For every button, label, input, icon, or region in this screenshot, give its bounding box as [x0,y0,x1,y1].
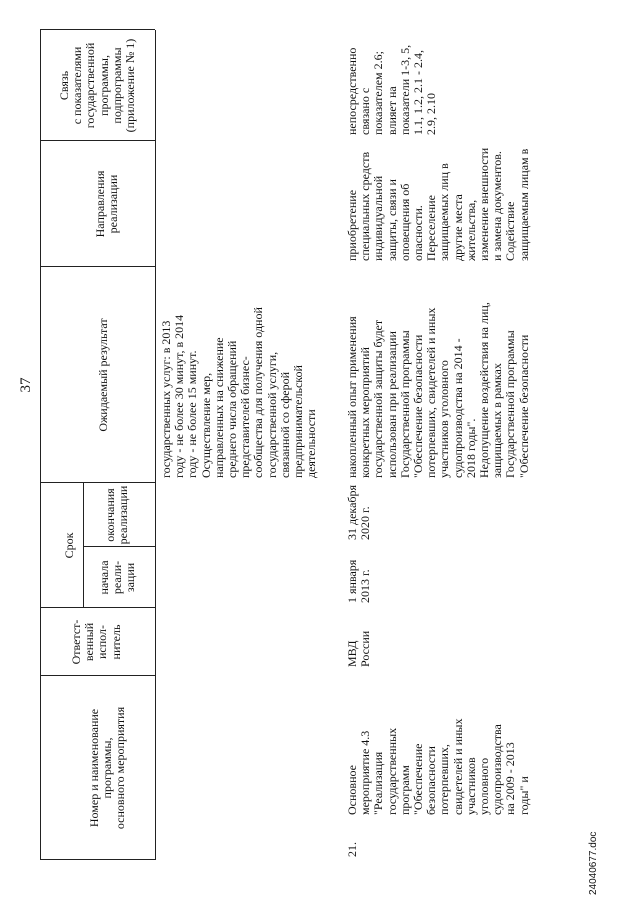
col-border-5 [40,266,155,267]
row-start: 1 января 2013 г. [345,559,373,603]
col-border-1 [40,675,155,676]
header-result: Ожидаемый результат [96,318,110,432]
row-end: 31 декабря 2020 г. [345,484,373,540]
col-border-4 [40,482,155,483]
row-link: непосредственно связано с показателем 2.6; влияет на показатели 1-3, 5, 1.1, 1.2, 2.1 - 2.4, 2.9, 2.10 [345,44,439,135]
row-directions: приобретение специальных средств индивидуальной защиты, связи и оповещения об опасности. Переселение защищаемых лиц в другие места жительства, изменение внешности и замена документов. Содействие защищаемым лицам в [345,147,531,261]
col-border-6 [40,140,155,141]
table-top-border [40,30,41,860]
row-responsible: МВД России [345,630,373,667]
col-border-3 [83,546,155,547]
header-start: начала реали- зации [97,560,138,595]
col-border-2 [40,607,155,608]
header-responsible: Ответст- венный испол- нитель [69,619,123,665]
header-link: Связь с показателями государственной программы, подпрограммы (приложение № 1) [57,38,138,133]
header-end: окончания реализации [103,485,131,545]
header-bottom-border [155,30,156,860]
row-number: 21. [345,842,359,857]
continuation-result: государственных услуг: в 2013 году - не более 30 минут, в 2014 году - не более 15 минут. Осуществление мер, направленных на снижение среднего числа обращений представителей бизнес- сообщества для получения одной государственной услуги, связанной со сферой предпринимательской деятельности [159,307,319,478]
header-number-name: Номер и наименование программы, основного мероприятия [87,706,128,830]
col-border-7 [40,29,155,30]
row-name: Основное мероприятие 4.3 "Реализация государственных программ "Обеспечение безопасности потерпевших, свидетелей и иных участников уголовного судопроизводства на 2009 - 2013 годы" и [345,718,531,815]
header-directions: Направления реализации [93,170,121,238]
col-border-0 [40,859,155,860]
page-number: 37 [18,377,34,393]
header-period: Срок [62,532,76,559]
row-result: накопленный опыт применения конкретных мероприятий государственной защиты будет использован при реализации Государственной программы "Обеспечение безопасности потерпевших, свидетелей и иных участников уголовного судопроизводства на 2014 - 2018 годы". Недопущение воздействия на лиц, защищаемых в рамках Государственной программы "Обеспечение безопасности [345,302,531,478]
document-footer-code: 24040677.doc [588,831,599,895]
